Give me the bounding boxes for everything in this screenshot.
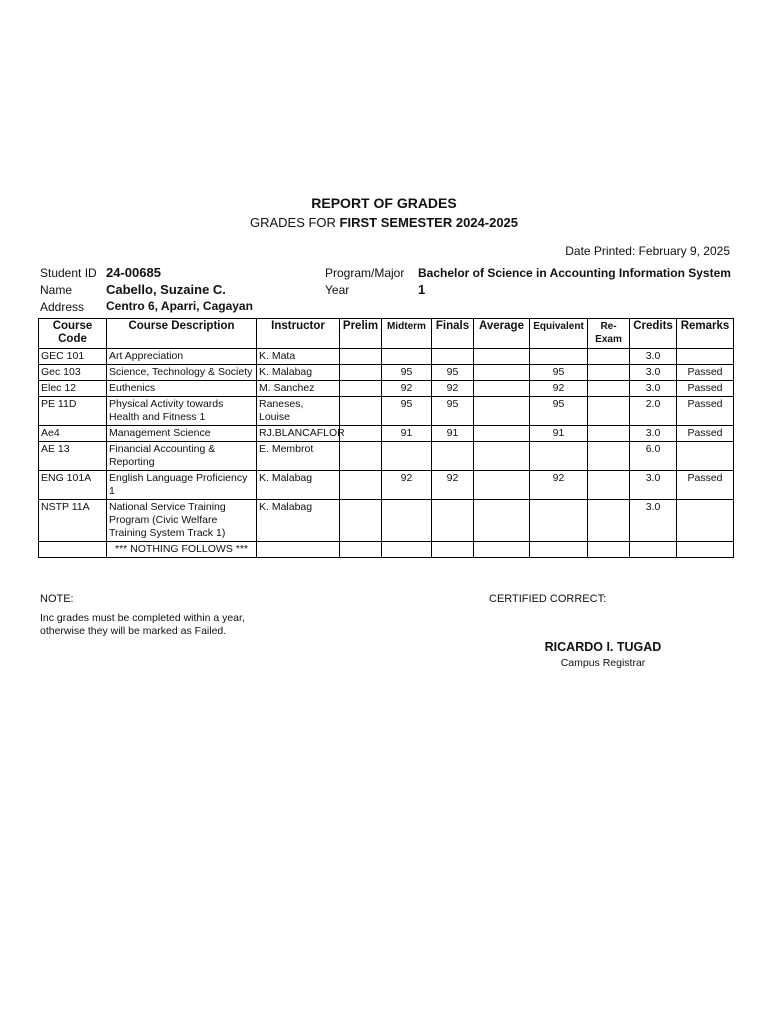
- table-header-row: [39, 319, 734, 349]
- course-code-cell: NSTP 11A: [39, 500, 107, 542]
- credits-cell: 3.0: [630, 500, 677, 542]
- remarks-cell: Passed: [677, 471, 734, 500]
- average-cell: [474, 365, 530, 381]
- average-cell: [474, 500, 530, 542]
- column-header: Prelim: [340, 319, 382, 349]
- table-row: [39, 426, 734, 442]
- course-description-cell: National Service Training Program (Civic Welfare Training System Track 1): [107, 500, 257, 542]
- table-row: [39, 381, 734, 397]
- average-cell: [474, 349, 530, 365]
- table-row: [39, 349, 734, 365]
- equivalent-cell: [530, 500, 588, 542]
- nothing-follows: *** NOTHING FOLLOWS ***: [107, 542, 257, 558]
- finals-cell: [432, 442, 474, 471]
- credits-cell: 3.0: [630, 349, 677, 365]
- finals-cell: [432, 500, 474, 542]
- table-row: [39, 397, 734, 426]
- credits-cell: 6.0: [630, 442, 677, 471]
- instructor-cell: K. Mata: [257, 349, 340, 365]
- midterm-cell: [382, 442, 432, 471]
- prelim-cell: [340, 471, 382, 500]
- column-header: Course Description: [107, 319, 257, 349]
- footer-cell: [677, 542, 734, 558]
- re-exam-cell: [588, 471, 630, 500]
- instructor-cell: RJ.BLANCAFLOR: [257, 426, 340, 442]
- finals-cell: [432, 349, 474, 365]
- prelim-cell: [340, 397, 382, 426]
- equivalent-cell: 95: [530, 365, 588, 381]
- course-code-cell: ENG 101A: [39, 471, 107, 500]
- column-header: Midterm: [382, 319, 432, 349]
- remarks-cell: Passed: [677, 381, 734, 397]
- address-label: Address: [40, 300, 85, 314]
- column-header: Equivalent: [530, 319, 588, 349]
- midterm-cell: 92: [382, 381, 432, 397]
- course-description-cell: Physical Activity towards Health and Fitness 1: [107, 397, 257, 426]
- footer-cell: [588, 542, 630, 558]
- prelim-cell: [340, 500, 382, 542]
- note-label: NOTE:: [40, 593, 74, 605]
- prelim-cell: [340, 426, 382, 442]
- column-header: Finals: [432, 319, 474, 349]
- year-label: Year: [325, 283, 350, 297]
- credits-cell: 3.0: [630, 381, 677, 397]
- instructor-cell: Raneses, Louise: [257, 397, 340, 426]
- credits-cell: 3.0: [630, 471, 677, 500]
- average-cell: [474, 442, 530, 471]
- column-header: Instructor: [257, 319, 340, 349]
- instructor-cell: E. Membrot: [257, 442, 340, 471]
- course-description-cell: Management Science: [107, 426, 257, 442]
- re-exam-cell: [588, 397, 630, 426]
- student-id-value: 24-00685: [106, 265, 161, 280]
- instructor-cell: K. Malabag: [257, 500, 340, 542]
- re-exam-cell: [588, 442, 630, 471]
- equivalent-cell: 92: [530, 471, 588, 500]
- course-code-cell: PE 11D: [39, 397, 107, 426]
- equivalent-cell: [530, 442, 588, 471]
- table-footer-row: [39, 542, 734, 558]
- student-id-label: Student ID: [40, 266, 97, 280]
- remarks-cell: Passed: [677, 365, 734, 381]
- report-subtitle: [0, 215, 768, 230]
- remarks-cell: [677, 442, 734, 471]
- remarks-cell: [677, 500, 734, 542]
- footer-cell: [39, 542, 107, 558]
- finals-cell: 95: [432, 365, 474, 381]
- program-value: Bachelor of Science in Accounting Information System: [418, 266, 731, 280]
- prelim-cell: [340, 349, 382, 365]
- footer-cell: [630, 542, 677, 558]
- name-label: Name: [40, 283, 73, 297]
- credits-cell: 2.0: [630, 397, 677, 426]
- address-value: Centro 6, Aparri, Cagayan: [106, 299, 253, 313]
- footer-cell: [530, 542, 588, 558]
- remarks-cell: Passed: [677, 397, 734, 426]
- column-header: Re-Exam: [588, 319, 630, 349]
- midterm-cell: 95: [382, 397, 432, 426]
- finals-cell: 92: [432, 471, 474, 500]
- course-code-cell: Gec 103: [39, 365, 107, 381]
- report-title: REPORT OF GRADES: [311, 195, 457, 211]
- remarks-cell: Passed: [677, 426, 734, 442]
- column-header: Course Code: [39, 319, 107, 349]
- average-cell: [474, 471, 530, 500]
- prelim-cell: [340, 381, 382, 397]
- table-row: [39, 471, 734, 500]
- re-exam-cell: [588, 500, 630, 542]
- registrar-name: RICARDO I. TUGAD: [544, 640, 662, 654]
- finals-cell: 92: [432, 381, 474, 397]
- re-exam-cell: [588, 365, 630, 381]
- course-description-cell: Euthenics: [107, 381, 257, 397]
- instructor-cell: K. Malabag: [257, 365, 340, 381]
- certified-correct-label: CERTIFIED CORRECT:: [489, 593, 607, 605]
- year-value: 1: [418, 282, 426, 297]
- prelim-cell: [340, 442, 382, 471]
- table-row: [39, 365, 734, 381]
- remarks-cell: [677, 349, 734, 365]
- course-code-cell: AE 13: [39, 442, 107, 471]
- course-code-cell: Ae4: [39, 426, 107, 442]
- instructor-cell: K. Malabag: [257, 471, 340, 500]
- registrar-title: Campus Registrar: [560, 657, 646, 669]
- midterm-cell: 91: [382, 426, 432, 442]
- column-header: Average: [474, 319, 530, 349]
- finals-cell: 95: [432, 397, 474, 426]
- average-cell: [474, 426, 530, 442]
- equivalent-cell: 95: [530, 397, 588, 426]
- re-exam-cell: [588, 426, 630, 442]
- column-header: Remarks: [677, 319, 734, 349]
- instructor-cell: M. Sanchez: [257, 381, 340, 397]
- equivalent-cell: 92: [530, 381, 588, 397]
- footer-cell: [474, 542, 530, 558]
- midterm-cell: 95: [382, 365, 432, 381]
- re-exam-cell: [588, 381, 630, 397]
- course-code-cell: GEC 101: [39, 349, 107, 365]
- semester-term: FIRST SEMESTER 2024-2025: [339, 215, 519, 230]
- course-description-cell: Science, Technology & Society: [107, 365, 257, 381]
- prelim-cell: [340, 365, 382, 381]
- re-exam-cell: [588, 349, 630, 365]
- course-description-cell: English Language Proficiency 1: [107, 471, 257, 500]
- equivalent-cell: 91: [530, 426, 588, 442]
- grades-table: [38, 318, 734, 558]
- credits-cell: 3.0: [630, 365, 677, 381]
- table-row: [39, 500, 734, 542]
- column-header: Credits: [630, 319, 677, 349]
- average-cell: [474, 381, 530, 397]
- course-code-cell: Elec 12: [39, 381, 107, 397]
- course-description-cell: Financial Accounting & Reporting: [107, 442, 257, 471]
- date-printed: Date Printed: February 9, 2025: [565, 244, 730, 258]
- midterm-cell: 92: [382, 471, 432, 500]
- midterm-cell: [382, 500, 432, 542]
- program-label: Program/Major: [325, 266, 405, 280]
- footer-cell: [257, 542, 340, 558]
- subtitle-prefix: GRADES FOR: [249, 215, 340, 230]
- note-text: Inc grades must be completed within a year, otherwise they will be marked as Failed.: [40, 612, 245, 637]
- name-value: Cabello, Suzaine C.: [106, 282, 226, 297]
- midterm-cell: [382, 349, 432, 365]
- finals-cell: 91: [432, 426, 474, 442]
- footer-cell: [432, 542, 474, 558]
- grade-rows: [39, 349, 734, 542]
- course-description-cell: Art Appreciation: [107, 349, 257, 365]
- footer-cell: [340, 542, 382, 558]
- table-row: [39, 442, 734, 471]
- credits-cell: 3.0: [630, 426, 677, 442]
- footer-cell: [382, 542, 432, 558]
- equivalent-cell: [530, 349, 588, 365]
- average-cell: [474, 397, 530, 426]
